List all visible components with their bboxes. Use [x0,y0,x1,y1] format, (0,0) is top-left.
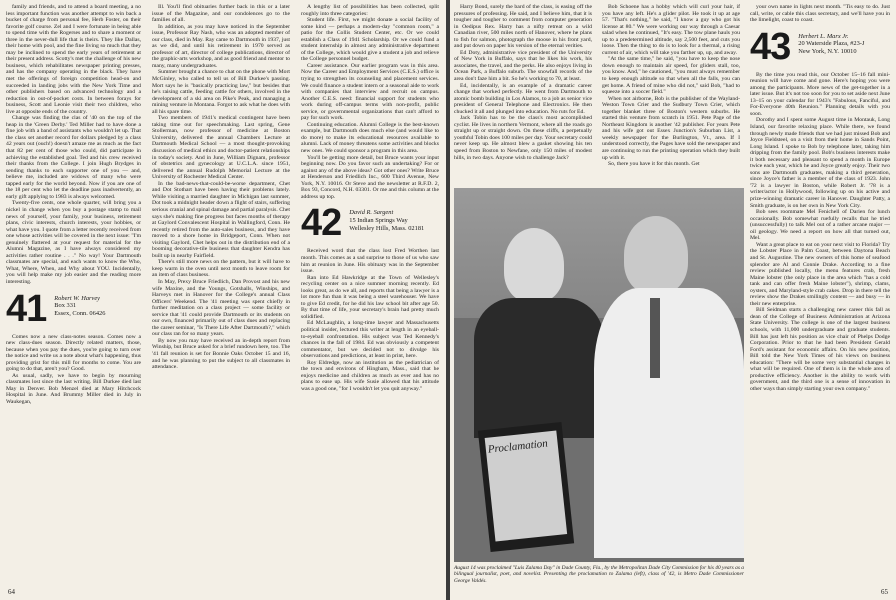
class-secretary-address [54,292,105,318]
left-column-1 [6,4,141,588]
class-year-number: 43 [750,25,791,68]
paragraph: As usual, sadly, we have to begin by mourning classmates lost since the last writing. Bill Durkee died last May in Denver. Bob Menzel died at Mary Hitchcock Hospital in June. And Brummy Miller died in July in Waukegan, [6,372,141,405]
photo-figure-left [504,228,564,302]
left-page [0,0,446,600]
address-line-line2: Essex, Conn. 06426 [54,309,106,317]
class-heading [750,25,890,68]
paragraph: Ran into Ed Hawkridge at the Town of Wellesley's recycling center on a nice summer morning recently. Ed looks great, as do we all, and reports that being a lawyer is a lot more fun than it was being a steel warehouser. We have to give Ed credit, for he did his law school bit after age 50. By that time of life, your secretary's brain had pretty much solidified. [301,274,439,320]
paragraph: Want a great place to eat on your next visit to Florida? Try the Lobster Place in Palm Coast, between Daytona Beach and St. Augustine. The new owners of this home of seafood splendor are Al and Connie Drake. According to a fine review published locally, the menu features crab, fresh Maine lobster (the only place in the area which "has a cold tank and can offer fresh Maine lobster"), shrimp, clams, oysters, and Maryland-style crab cakes. Drop in there tell the review show the Drakes smilingly content — and busy — in their new enterprise. [750,241,890,307]
news-photo [454,188,744,562]
paragraph: Received word that the class lost Fred Worthen last month. This comes as a sad surprise to those of us who saw him at reunion in June. His obituary was in the September issue. [301,248,439,275]
right-page [450,0,896,600]
paragraph: Twenty-five cents, one whole quarter, will bring you a nickel in change when you buy a postage stamp to mail news of yourself, your family, your business, retirement plans, civic interests, church interests, your hobbies, or what have you. I quote from a letter recently received from one whose activities will be covered in the next issue: "I'm genuinely flattered at your request for material for the Alumni Magazine, as I have always considered my activities rather routine . . ." No way! Your Dartmouth classmates are special, and each wants to know the Who, What, Where, When, and Why about YOU. Incidentally, you will help make my job easier and the reading more interesting. [6,200,141,285]
paragraph: your own name in lights next month. "Tis easy to do. Just call, write, or cable this class secretary, and we'll have you in the limelight, coast to coast. [750,4,890,24]
paragraph: Harry Bond, surely the bard of the class, is easing off the pressures of professing. He said, and I believe him, that it is tougher and tougher to comment from computer generation in Oedipus Rex. Harry has a nifty retreat on a wild Canadian river, 500 miles north of Hanover, where he plans to fish for salmon, photograph the moose in his front yard, and put down on paper his version of the eternal verities. [454,4,592,50]
paragraph: Bill Seidman starts a challenging new career this fall as dean of the College of Business Administration at Arizona State University. The college is one of the largest business schools, with 11,000 undergraduate and graduate students. Bill has just left his position as vice chair of Phelps Dodge Corporation. Prior to that he had been President Gerald Ford's assistant for economic affairs. On his new position, Bill told the New York Times of his views on business education: "There will be some very substantial changes in what will be required. One of them is in the whole area of productive efficiency. Another is the ability to work with government, and the third one is a sense of innovation in other ways than simply starting your own company." [750,307,890,392]
class-year-number: 41 [6,287,47,330]
class-secretary-address [349,206,424,232]
paragraph: Ed Doty, administrative vice president of the University of New York in Buffalo, says that he likes his work, his associates, the travel, and the perks. He also enjoys living in Ocean Park, a Buffalo suburb. The snowfall records of the area don't faze him a bit. So he's working to 70, at least. [454,49,592,83]
paragraph: Jack Tobin has to be the class's most accomplished cyclist. He lives in northern Vermont, where all the roads go straight up or straight down. On these cliffs, a perpetually youthful Tobin does 100 miles per day. Your secretary could never keep up. He almost blew a gasket showing his ten speed from Boston to Newfane, only 150 miles of modest hills, in two days. Anyone wish to challenge Jack? [454,115,592,161]
paragraph: So, there you have it for this month. Get [608,161,700,168]
paragraph: By the time you read this, our October 15–16 fall mini-reunion will have come and gone. Here's hoping you were among the participants. More news of the get-together in a later issue. But it's not too soon for you to set aside next June 13–15 on your calendar for 1943's "Fabulous, Fanciful, and For-Everyone 40th Reunion." Planning details with you soon. [750,71,890,117]
address-line-line2: Wellesley Hills, Mass. 02181 [349,224,425,232]
paragraph: When not airborne, Bob is the publisher of the Wayland-Weston Town Crier and the Sudbury Town Crier, which together blanket three of Boston's western suburbs. He started this venture from scratch in 1951. Pete Page of the Northeast Kingdom is another '42 publisher. For years Pete and his wife got out Essex Junction's Suburban List, a weekly newspaper for the Burlington, Vt., area. If I understood correctly, the Pages have sold the newspaper and are continuing to run the printing operation which they built up with it. [602,95,740,161]
paragraph: You'll be getting more detail, but Bruce wants your input beginning now. Do you favor such an undertaking? For or against any of the above ideas? Got other ones? Write Bruce at Henderson and Friedlich Inc., 600 Third Avenue, New York, N.Y. 10016. Or Steve and the newsletter at R.F.D. 2, Box 93, Concord, N.H. 03301. Or me and this column at the address up top. [301,154,439,200]
left-column-3 [301,4,439,588]
photo-figure-right [624,216,688,294]
class-secretary-address [798,30,864,56]
paragraph: In May, Prexy Bruce Friedlich, Dan Provost and his new wife Maxine, and the Youngs, Gotshalls, Winships, and Harveys met in Hanover for the College's annual Class Officers' Weekend. The '41 meeting was spent chiefly in further meditation on a class project — some facility or service that '41 could provide Dartmouth or its students on our own, financed primarily out of class dues and replacing the career seminar, "Is There Life After Dartmouth?," which our class ran for so many years. [152,278,290,338]
paragraph: Continuing education. Alumni College is the best-known example, but Dartmouth does much else (and would like to do more) to make its educational resources available to alumni. Lack of money threatens some activities and blocks new ones. We could sponsor a program in this area. [301,121,439,155]
paragraph: By now you may have received an in-depth report from Winship, but Bruce asked for a brief rundown here, too. The '41 fall reunion is set for Bonnie Oaks October 15 and 16, and he was planning to put the subject to all classmates in attendance. [152,337,290,371]
page-number-left: 64 [8,588,15,596]
paragraph: Change was finding the clas of '40 on the top of the heap in the 'Green Derby.' Ted Miller had to have done a fine job with a band of assistants who wouldn't let up. That the class set another record for dollars pledged by a class 42 years out (ouch!) doesn't amaze me as much as the fact that 82 per cent of those who could, did participate in achieving the established goal. Ted and his crew received their thanks from the College. I join Hugh Brydges in sending thanks to each supporter one of you — and, believe me, included are widows of many who were tapped early for the world beyond. Now if you are one of the 18 per cent who let the deadline pass inadvertently, an early gift applying to 1983 is always welcomed. [6,115,141,200]
paragraph: In the bad-news-that-could-be-worse department, Chet and Dot Stothart have been having their problems lately. While visiting a married daughter in Michigan last summer, Dot took a midnight header down a flight of stairs, suffering serious cranial and spinal damage and partial paralysis. Chet says she's making fine progress but faces months of therapy at Gaylord Convalescent Hospital in Wallingford, Conn. He recently retired from the auto-sales business, and they have moved to a shore home in Bridgeport, Conn. When not visiting Gaylord, Chet helps out in the distribution end of a booming decorative-tile business that daughter Kendra has built up in nearby Fairfield. [152,180,290,259]
photo-tie [650,298,660,378]
address-line-name: Robert W. Harvey [54,294,101,302]
paragraph: Student life. First, we might donate a social facility of some kind — perhaps a modern-day "common room," a patio for the Collis Student Center, etc. Or we could establish a Class of 1941 Scholarship. Or we could fund a student internship in almost any administrative department of the College, which would give a student a job and relieve the College personnel budget. [301,17,439,63]
paragraph: Comes now a new class-notes season. Comes now a new class-dues season. Directly related matters, those, because when you pay the dues, you're going to turn over the notice and write us a note about what's happening, thus providing grist for this mill for months to come. You are going to do that, aren't you? Good. [6,333,141,373]
paragraph: Ed, incidentally, is an example of a dramatic career change that worked perfectly. He went from Dartmouth to atomic bomb building in Los Alamos, to a job as senior vice president of General Telephone and Electronics. He then chucked it all and plunged into education. No ruts for Ed. [454,82,592,115]
address-line-line1: 15 Indian Springs Way [349,217,408,224]
address-line-line1: 20 Waterside Plaza, #23-J [798,40,865,48]
paragraph: In addition, as you may have noticed in the September issue, Professor Ray Nash, who was an adopted member of our class, died in May. Ray came to Dartmouth in 1937, just as we did, and until his retirement in 1970 served as professor of art, director of college publications, director of the graphic-arts workshop, and as good friend and mentor to many, many undergraduates. [152,23,290,69]
left-column-2 [152,4,290,588]
proclamation-plaque [478,422,574,552]
class-heading [6,287,141,330]
paragraph: Bob sees roommate Mel Fenichell of Darien for lunch occasionally. Bob somewhat ruefully recalls that he tried (unsuccessfully) to talk Mel out of a rather arcane major — oil geology. We need a report on how all that turned out, Mel. [750,209,890,242]
paragraph: family and friends, and to attend a board meeting, a no less important function was another attempt to win back a bucket of charge from personal fee, Herb Foster, on their favorite golf course. Zel and I were fortunate in being able to spend time with the Rogerses and to share a moment or three in the never-dull life that is theirs. They like Dallas, their home with pool, and the fine living so much that they may be inclined to spend the early years of retirement at their present address. Scotty's met the challenge of his new business, which rehabilitates newspaper printing presses, and has the company operating in the black. They have met the offerings of foreign competition head-on and succeeded in landing jobs with the New York Time and other publishers based on advanced technology and a reduction in out-of-pocket costs. In between forays for business, Scott and Leonie visit their two children, who live at opposite ends of the country. [6,4,141,115]
right-column-2 [602,4,740,186]
paragraph: Ed McLaughlin, a long-time lawyer and Massachusetts political insider, lectured this writer at length in an eyeball-to-eyeball confrontation. His subject was Ted Kennedy's chances in the fall of 1984. Ed was obviously a competent commentator, but we decided not to divulge his observations and predictions, at least in print, here. [301,320,439,360]
address-line-line1: Box 331 [54,302,77,310]
address-line-name: David R. Sargent [349,209,394,217]
paragraph: Two members of 1941's medical contingent have been taking time out for speechmaking. Last spring, Gene Stollerman, now professor of medicine at Boston University, delivered the annual Chambers Lecture at Dartmouth Medical School — a most thought-provoking discussion of medical ethics and doctor-patient relationships in today's society. And in June, William Dignam, professor of obstetrics and gynecology at U.C.L.A. since 1951, delivered the annual Rudolph Memorial Lecture at the University of Rochester Medical Center. [152,115,290,181]
paragraph: A lengthy list of possibilities has been collected, split roughly into three categories: [301,4,439,17]
paragraph: Ill. You'll find obituaries further back in this or a later issue of the Magazine, and our condolences go to the families of all. [152,4,290,24]
photo-figure-right-body [594,288,744,558]
class-year-number: 42 [301,202,342,245]
paragraph: Dorothy and I spent some August time in Montauk, Long Island, our favorite relaxing place. While there, we found through newly made friends that we had just missed Bob and Joyce Fieldsteel, on a visit from their home in Sands Point, Long Island. I spoke to Bob by telephone later, taking him dripping from the family pool. Bob's business interests make it both necessary and pleasant to spend a month in Europe twice each year, which he and Joyce greatly enjoy. Their two sons are Dartmouth graduates, making a third generation, since Joyce's father is a member of the class of 1923. John '72 is a lawyer in Boston, while Robert Jr. '78 is a writer/actor in Hollywood, following up on his active and prize-winning dramatic career in Hanover. Daughter Patty, a Smith graduate, is on her own in New York City. [750,117,890,209]
photo-figure-left-body [474,298,604,438]
paragraph: There's still more news on the pattern, but it will have to keep warm in the oven until next month to leave room for an item of class business. [152,259,290,279]
paragraph: Bob Schoene has a hobby which will curl your hair, if you have any left. He's a glider pilot. He took it up at age 57. "That's nothing," he said, "I know a guy who got his license at 80." We were working our way through a Caesar salad when he continued, "It's easy. The tow plane hauls you up to a predetermined altitude, say 2,500 feet, and cuts you loose. Then the thing to do is to look for a thermal, a rising current of air, which will take you farther up, up, and away. [602,4,740,56]
address-line-line2: New York, N.Y. 10010 [798,47,857,55]
address-line-name: Herbert L. Marx Jr. [798,32,849,40]
class-heading [301,202,439,245]
photo-caption: August 14 was proclaimed "Luis Zalama Day" in Dade County, Fla., by the Metropolitan Dade City Commission for his 40 years as a bilingual journalist, poet, and novelist. Presenting the proclamation to Zalama (left), class of '42, is Metro Dade Commissioner George Valdés. [454,565,744,584]
right-column-1 [454,4,592,186]
page-number-right: 65 [881,588,888,596]
right-column-3 [750,4,890,564]
paragraph: "At the same time," he said, "you have to keep the nose down enough to maintain air speed, for gliders stall, too, you know. And," he cautioned, "you must always remember to keep enough altitude so that when all the falls, you can get home. A friend of mine who did not," said Bob, "had to squeeze into a soccer field." [602,56,740,96]
plaque-title: Proclamation [487,437,549,456]
paragraph: Career assistance. Our earlier program was in this area. Now the Career and Employment Services (C.E.S.) office is trying to strengthen its counseling and placement services. We could finance a student intern or a seasonal aide to work with companies that interview and recruit on campus. Another C.E.S. need: financial support for students who work during off-campus terms with non-profit, public service, or governmental organizations that can't afford to pay for such work. [301,62,439,122]
paragraph: Roy Eldredge, now an institution as the pediatrician of the town and environs of Hingham, Mass., said that he enjoys medicine and children as much as ever and has no plans to ease up. His wife Susie allowed that his attitude was a good one, "for I wouldn't let you quit anyway." [301,359,439,392]
paragraph: Summer brought a chance to chat on the phone with Mort McGinley, who called to tell us of Bill Durkee's passing. Mort says he is "basically practicing law," but besides that he's raising cattle, feeding cattle for others, involved in the development of a ski area on Pike's Peak, and managing a mining venture in Montana. Forgot to ask what he does with all his spare time. [152,69,290,115]
